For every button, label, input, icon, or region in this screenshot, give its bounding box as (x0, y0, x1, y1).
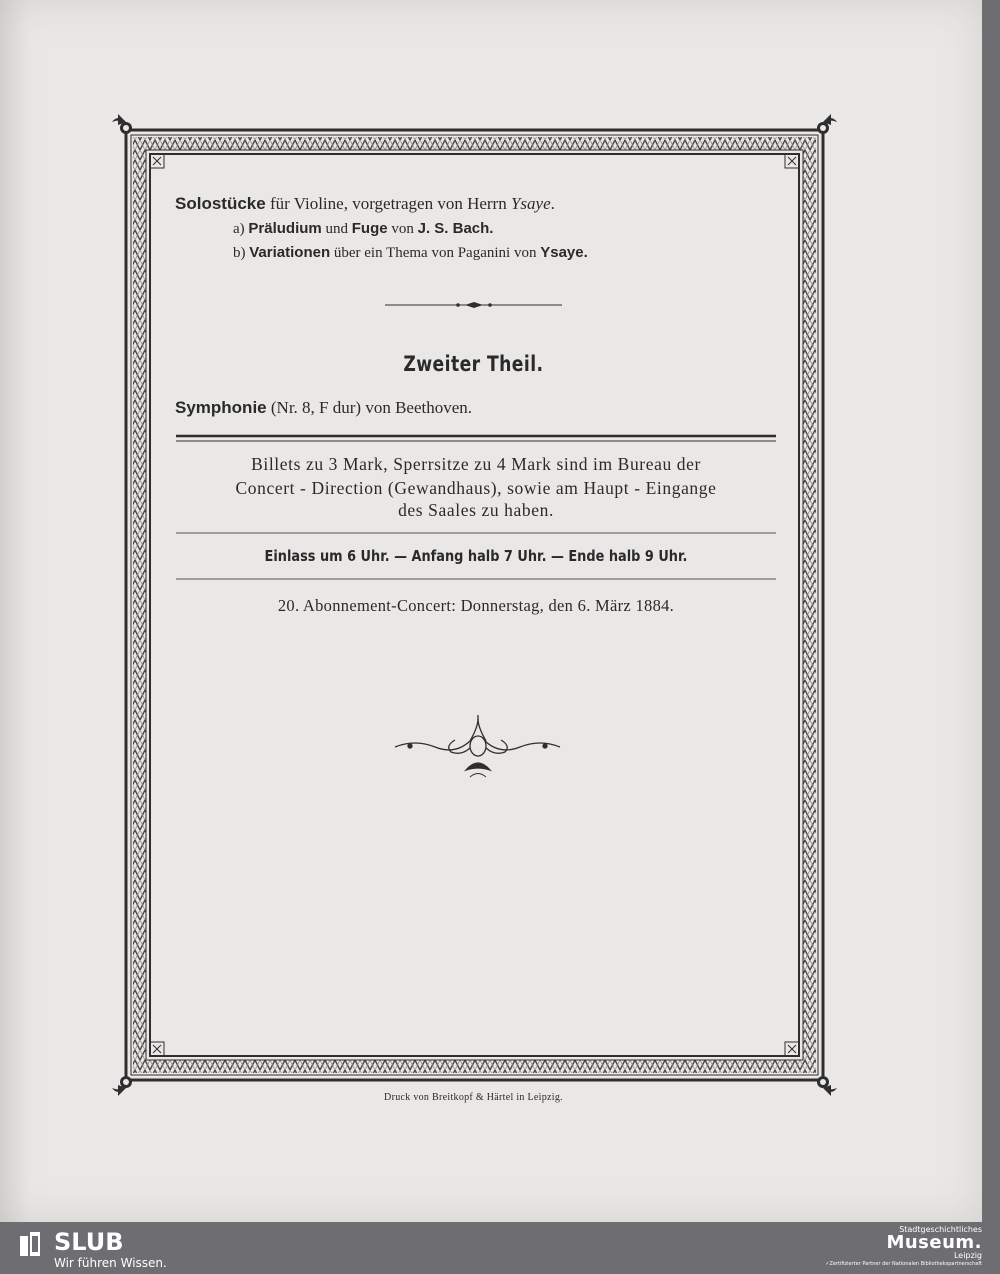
item-a-work2: Fuge (351, 220, 388, 237)
solo-performer: Ysaye (510, 194, 551, 213)
printer-imprint: Druck von Breitkopf & Härtel in Leipzig. (384, 1092, 563, 1103)
slub-logo-icon[interactable] (20, 1232, 44, 1256)
museum-top: Stadtgeschichtliches (899, 1225, 982, 1234)
solo-item-b (233, 244, 588, 262)
symphony-details: (Nr. 8, F dur) von Beethoven. (266, 398, 473, 417)
part-two-heading: Zweiter Theil. (403, 352, 544, 376)
slub-brand[interactable]: SLUB (54, 1228, 124, 1256)
next-concert-notice: 20. Abonnement-Concert: Donnerstag, den 6. März 1884. (277, 596, 675, 615)
item-a-von: von (387, 221, 418, 237)
item-a-marker: a) (233, 221, 249, 237)
symphony-line (175, 398, 472, 418)
item-b-work: Variationen (249, 244, 331, 261)
item-b-marker: b) (233, 245, 250, 261)
solo-item-a (233, 220, 493, 238)
floral-vignette-icon (395, 715, 560, 777)
museum-logo[interactable] (822, 1226, 982, 1267)
item-a-joiner: und (321, 221, 352, 237)
solo-period: . (550, 194, 555, 213)
item-a-work1: Präludium (248, 220, 322, 237)
solo-title: Solostücke (175, 194, 266, 213)
solo-description: für Violine, vorgetragen von Herrn (265, 194, 511, 213)
item-b-composer: Ysaye. (540, 244, 588, 261)
item-b-rest: über ein Thema von Paganini von (330, 245, 541, 261)
tickets-line-3: des Saales zu haben. (398, 500, 554, 520)
symphony-title: Symphonie (175, 398, 267, 417)
tickets-line-1: Billets zu 3 Mark, Sperrsitze zu 4 Mark sind im Bureau der (251, 454, 701, 474)
tickets-line-2: Concert - Direction (Gewandhaus), sowie am Haupt - Eingange (235, 478, 717, 498)
concert-times: Einlass um 6 Uhr. — Anfang halb 7 Uhr. — Ende halb 9 Uhr. (264, 547, 688, 565)
slub-tagline: Wir führen Wissen. (54, 1256, 167, 1270)
heavy-rule (176, 436, 776, 441)
item-a-composer: J. S. Bach. (417, 220, 494, 237)
museum-name: Museum. (886, 1232, 982, 1253)
section-divider-icon (385, 302, 562, 308)
solo-pieces-heading (175, 194, 555, 214)
museum-city: Leipzig (953, 1251, 982, 1260)
museum-note: ✓Zertifizierter Partner der Nationalen Bibliothekspartnerschaft (825, 1261, 982, 1267)
